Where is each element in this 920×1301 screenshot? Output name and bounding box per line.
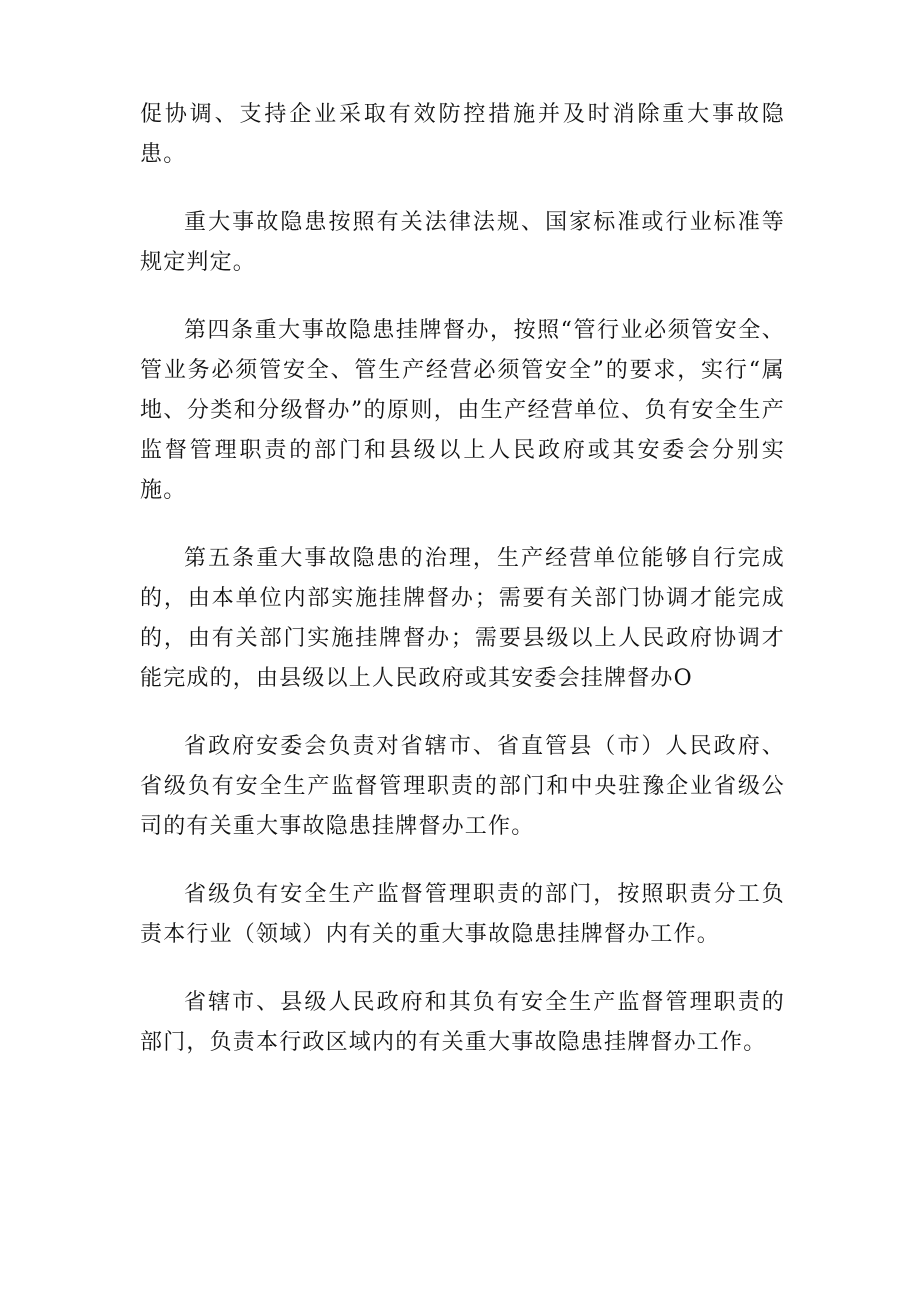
paragraph-spacer — [140, 283, 785, 311]
paragraph-spacer — [140, 511, 785, 539]
paragraph-article-4: 第四条重大事故隐患挂牌督办，按照“管行业必须管安全、管业务必须管安全、管生产经营必须管安全”的要求，实行“属地、分类和分级督办”的原则，由生产经营单位、负有安全生产监督管理职责的部门和县级以上人民政府或其安委会分别实施。 — [140, 318, 785, 503]
paragraph-continuation: 促协调、支持企业采取有效防控措施并及时消除重大事故隐患。 — [140, 102, 785, 167]
paragraph-provincial-committee: 省政府安委会负责对省辖市、省直管县（市）人民政府、省级负有安全生产监督管理职责的部门和中央驻豫企业省级公司的有关重大事故隐患挂牌督办工作。 — [140, 734, 785, 839]
paragraph-municipal-county: 省辖市、县级人民政府和其负有安全生产监督管理职责的部门，负责本行政区域内的有关重大事故隐患挂牌督办工作。 — [140, 990, 785, 1055]
paragraph-provincial-departments: 省级负有安全生产监督管理职责的部门，按照职责分工负责本行业（领域）内有关的重大事故隐患挂牌督办工作。 — [140, 882, 785, 947]
document-body — [140, 95, 785, 1063]
paragraph-hazard-determination: 重大事故隐患按照有关法律法规、国家标准或行业标准等规定判定。 — [140, 210, 785, 275]
paragraph-spacer — [140, 699, 785, 727]
paragraph-article-5: 第五条重大事故隐患的治理，生产经营单位能够自行完成的，由本单位内部实施挂牌督办；需要有关部门协调才能完成的，由有关部门实施挂牌督办；需要县级以上人民政府协调才能完成的，由县级以上人民政府或其安委会挂牌督办O — [140, 546, 785, 691]
paragraph-spacer — [140, 175, 785, 203]
paragraph-spacer — [140, 955, 785, 983]
paragraph-spacer — [140, 847, 785, 875]
